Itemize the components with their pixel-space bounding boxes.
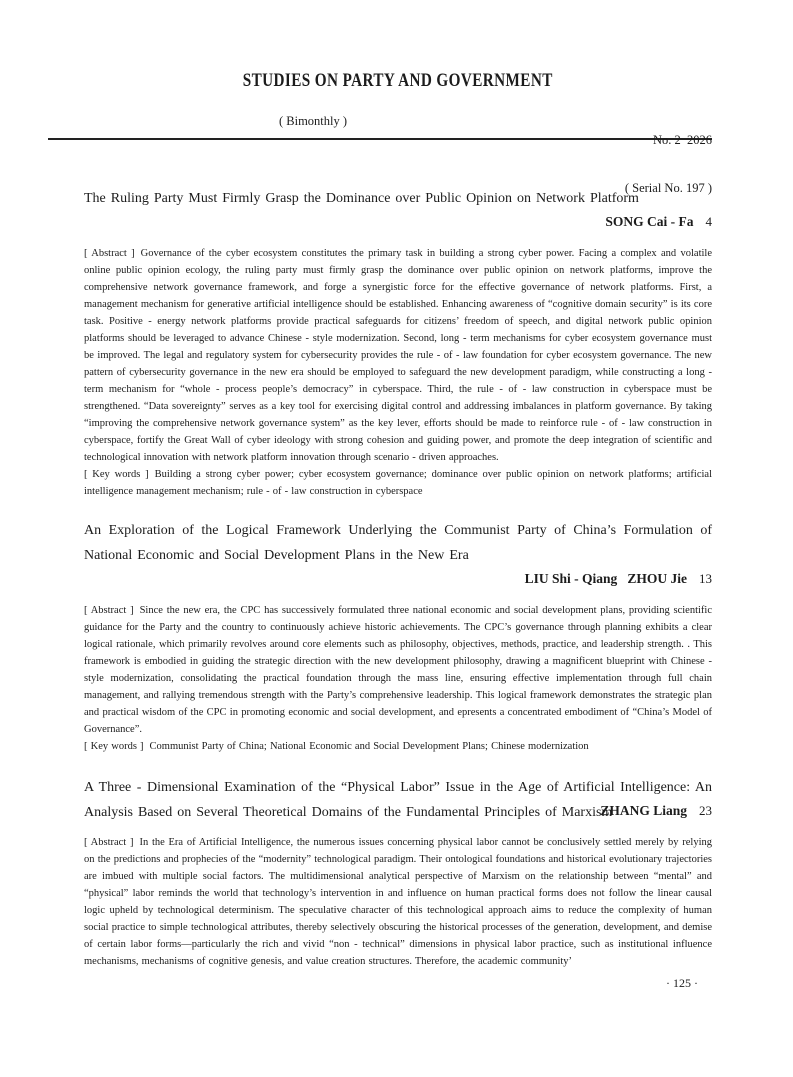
article-title: A Three - Dimensional Examination of the “Physical Labor” Issue in the Age of Artificial Intelligence: An Analysis Based on Several Theoretical Domains of the Fundamental Principles of Marxism — [84, 780, 712, 820]
article-abstract — [84, 602, 712, 738]
abstract-label: [ Abstract ] — [84, 837, 134, 848]
abstract-text: Since the new era, the CPC has successively formulated three national economic and social development plans, providing scientific guidance for the Party and the country to continuously achieve historic achievements. The CPC’s governance through planning exhibits a clear logical rationale, which primarily revolves around core elements such as philosophy, objectives, methods, practice, and leadership strength. . This framework is embodied in guiding the strategic direction with the new development philosophy, drawing a magnificent blueprint with Chinese - style modernization, consolidating the practical foundation through the mass line, ensuring effective implementation through full chain management, and rallying tremendous strength with the Party’s comprehensive leadership. This logical framework demonstrates the strategic plan and practical wisdom of the CPC in promoting economic and social development, and epresents a concentrated embodiment of “China’s Model of Governance”. — [84, 605, 712, 735]
journal-title-text: STUDIES ON PARTY AND GOVERNMENT — [242, 70, 553, 91]
header-divider — [48, 138, 712, 140]
author-names: LIU Shi - Qiang ZHOU Jie — [524, 571, 687, 586]
article-title: The Ruling Party Must Firmly Grasp the Dominance over Public Opinion on Network Platform — [84, 191, 639, 206]
journal-header-row — [84, 92, 712, 195]
abstract-label: [ Abstract ] — [84, 605, 134, 616]
journal-frequency: ( Bimonthly ) — [278, 114, 348, 128]
page-number: · 125 · — [666, 976, 698, 990]
serial-number: ( Serial No. 197 ) — [624, 181, 712, 195]
abstract-text: Governance of the cyber ecosystem constitutes the primary task in building a strong cyber power. Facing a complex and volatile online public opinion ecology, the ruling party must firmly grasp the dominance over public opinion on network platforms, improve the comprehensive network governance framework, and forge a synergistic force for the effective governance of network platforms. First, a management mechanism for generative artificial intelligence should be established. Enhancing awareness of “cognitive domain security” is its core task. Positive - energy network platforms provide practical safeguards for citizens’ freedom of speech, and digital network public opinion platforms should be leveraged to advance Chinese - style modernization. Second, long - term mechanisms for cyber ecosystem governance must be improved. The legal and regulatory system for cybersecurity provides the rule - of - law foundation for cyber ecosystem governance. The new pattern of cybersecurity governance in the new era should be employed to safeguard the new development paradigm, while constructing a long - term mechanism for “whole - process people’s democracy” in cyberspace. Third, the rule - of - law construction in cyberspace must be strengthened. “Data sovereignty” serves as a key tool for exercising digital control and addressing imbalances in platform governance. By taking “improving the comprehensive network governance system” as the key lever, efforts should be made to reinforce rule - of - law construction in cyberspace, fortify the Great Wall of cyber ideology with strong cohesion and guiding power, and promote the deep integration of scientific and technological innovation with network platform innovation through scenario - driven approaches. — [84, 248, 712, 463]
article-authors-line — [84, 568, 712, 590]
keywords-text: Communist Party of China; National Economic and Social Development Plans; Chinese modernization — [149, 741, 589, 752]
abstract-label: [ Abstract ] — [84, 248, 135, 259]
keywords-label: [ Key words ] — [84, 741, 144, 752]
article-page-number: 4 — [705, 214, 712, 229]
article-entry-3 — [84, 775, 712, 970]
keywords-label: [ Key words ] — [84, 469, 149, 480]
journal-title — [84, 64, 712, 92]
article-keywords — [84, 738, 712, 755]
article-authors-line — [84, 211, 712, 233]
author-names: ZHANG Liang — [600, 803, 687, 818]
article-entry-1 — [84, 186, 712, 500]
article-page-number: 23 — [699, 803, 712, 818]
keywords-text: Building a strong cyber power; cyber ecosystem governance; dominance over public opinion on network platforms; artificial intelligence management mechanism; rule - of - law construction in cyberspace — [84, 469, 713, 497]
issue-number: No. 2 2026 — [652, 133, 712, 147]
article-page-number: 13 — [699, 571, 712, 586]
issue-info — [625, 100, 712, 228]
article-entry-2 — [84, 518, 712, 755]
article-keywords — [84, 466, 712, 500]
author-names: SONG Cai - Fa — [605, 214, 694, 229]
article-abstract — [84, 834, 712, 970]
article-title: An Exploration of the Logical Framework Underlying the Communist Party of China’s Formulation of National Economic and Social Development Plans in the New Era — [84, 523, 712, 563]
article-abstract — [84, 245, 712, 466]
abstract-text: In the Era of Artificial Intelligence, the numerous issues concerning physical labor cannot be conclusively settled merely by relying on the predictions and prophecies of the “modernity” technological paradigm. Their ontological foundations and historical evolutionary trajectories are imbued with multiple social factors. The multidimensional analytical perspective of Marxism on the relationship between “mental” and “physical” labor reminds the world that technology’s intervention in and influence on human practical forms does not follow the linear causal logic upheld by technological determinism. The speculative character of this technological approach aims to reduce the complexity of human social practice to simple technological attributes, thereby selectively obscuring the historical processes of the generation, development, and demise of certain labor forms—particularly the rich and vivid “non - technical” dimensions in physical labor practice, such as institutional influence mechanisms, mechanisms of cognitive genesis, and value creation structures. Therefore, the academic community’ — [84, 837, 712, 967]
